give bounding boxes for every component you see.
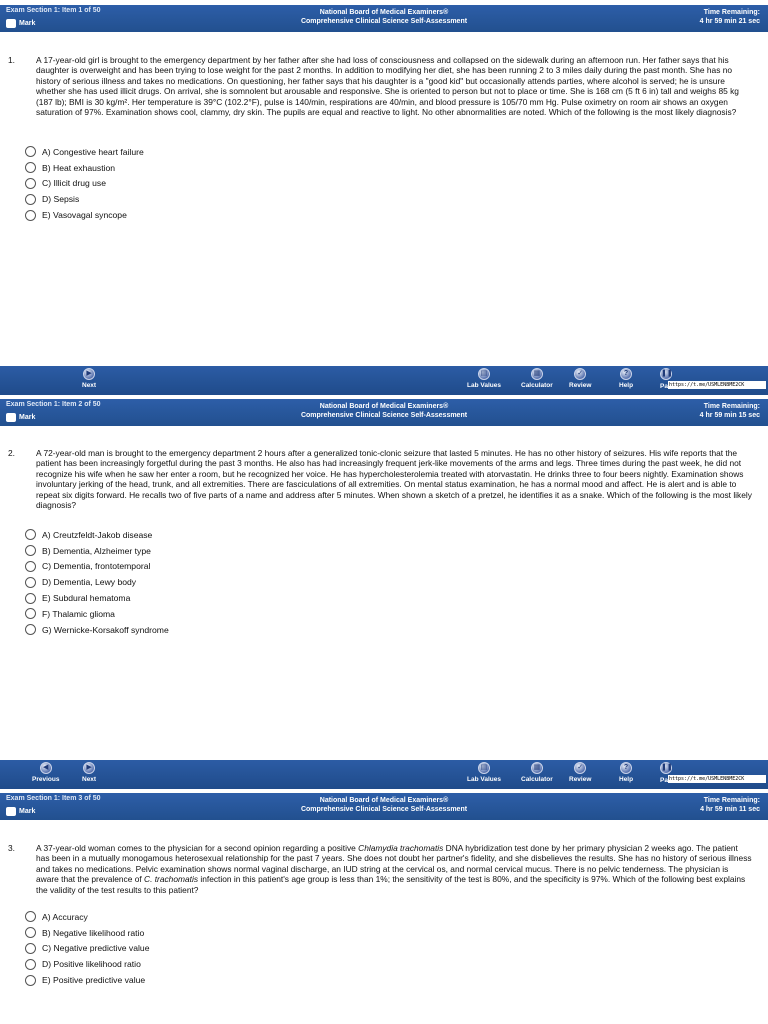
radio-button[interactable] [25,927,36,938]
option-label: B) Heat exhaustion [42,162,116,173]
calculator-icon[interactable]: ▦ [531,762,543,774]
exam-header-1 [0,5,768,32]
option-label: C) Dementia, frontotemporal [42,561,151,572]
question-stem-2 [8,448,752,511]
next-icon[interactable]: ▶ [83,762,95,774]
review-button[interactable]: ✓ Review [569,764,592,783]
mark-label: Mark [19,20,36,27]
exam-subtitle: Comprehensive Clinical Science Self-Assessment [300,806,468,813]
calculator-button[interactable]: ▦ Calculator [521,370,553,389]
option-label: E) Subdural hematoma [42,593,131,604]
answer-options-2 [25,527,169,638]
next-icon[interactable]: ▶ [83,368,95,380]
exam-subtitle: Comprehensive Clinical Science Self-Assessment [300,18,468,25]
radio-button[interactable] [25,593,36,604]
radio-button[interactable] [25,146,36,157]
option-label: A) Congestive heart failure [42,146,144,157]
lab-values-button[interactable]: ▤ Lab Values [467,370,501,389]
answer-option[interactable] [25,543,169,559]
organism-name: Chlamydia trachomatis [358,843,444,853]
radio-button[interactable] [25,959,36,970]
exam-title-block [0,796,768,814]
answer-option[interactable] [25,207,144,223]
lab-values-icon[interactable]: ▤ [478,762,490,774]
answer-option[interactable] [25,574,169,590]
radio-button[interactable] [25,943,36,954]
item-label: Exam Section 1: Item 1 of 50 [6,7,101,14]
answer-option[interactable] [25,925,149,941]
answer-option[interactable] [25,144,144,160]
question-stem-1 [8,55,752,118]
option-label: D) Positive likelihood ratio [42,959,141,970]
previous-button[interactable]: ◀ Previous [32,764,60,783]
mark-label: Mark [19,414,36,421]
help-button[interactable]: ? Help [619,764,634,783]
radio-button[interactable] [25,975,36,986]
exam-header-2 [0,399,768,426]
radio-button[interactable] [25,178,36,189]
question-number: 1. [8,55,15,65]
pause-label[interactable]: Pa [660,777,668,784]
answer-option[interactable] [25,956,149,972]
answer-options-1 [25,144,144,223]
radio-button[interactable] [25,529,36,540]
time-value: 4 hr 59 min 11 sec [700,806,760,813]
question-text-part: infection in this patient's age group is less than 1%; the sensitivity of the test is 80%, and the specificity is 97%. Which of the following best explains the validity of the test results to this patient? [36,874,746,895]
option-label: B) Dementia, Alzheimer type [42,545,151,556]
item-label: Exam Section 1: Item 3 of 50 [6,795,101,802]
next-button[interactable]: ▶ Next [82,370,97,389]
question-text: A 72-year-old man is brought to the emergency department 2 hours after a generalized tonic-clonic seizure that lasted 5 minutes. He has no other history of seizures. His wife reports that the patient has been increasingly forgetful during the past 3 months. He also has had increasingly frequent jerk-like movements of the arms and legs. Three times during the past week, he did not recognize his wife when he saw her enter a room, but he recognized her voice. He has hypercholesterolemia treated with atorvastatin. He drinks three to four beers nightly. Examination shows involuntary jerking of the head, trunk, and all extremities. There are fasciculations of all extremities. On mental status examination, he has a normal mood and affect. He is alert and is able to repeat six digits forward. He recalls two of five parts of a name and address after 5 minutes. When shown a sketch of a pretzel, he identifies it as a snake. Which of the following is the most likely diagnosis? [36,448,752,511]
question-number: 2. [8,448,15,458]
time-remaining [700,796,760,814]
option-label: D) Sepsis [42,194,80,205]
option-label: G) Wernicke-Korsakoff syndrome [42,624,169,635]
question-stem-3 [8,843,752,895]
option-label: A) Creutzfeldt-Jakob disease [42,529,153,540]
answer-option[interactable] [25,606,169,622]
question-number: 3. [8,843,15,853]
answer-option[interactable] [25,941,149,957]
question-text: A 17-year-old girl is brought to the emergency department by her father after she had loss of consciousness and collapsed on the sidewalk during an afternoon run. Her father says that his daughter is overweight and has been trying to lose weight for the past 2 months. In addition to modifying her diet, she has been running 2 to 3 miles daily during the past month. She has no history of serious illness and takes no medications. On questioning, her father says that his daughter is a "good kid" but occasionally attends parties, where alcohol is served; he is unsure whether she has used illicit drugs. On arrival, she is somnolent but arousable and responsive. She is oriented to person but not to place or time. She is 168 cm (5 ft 6 in) tall and weighs 85 kg (187 lb); BMI is 30 kg/m². Her temperature is 39°C (102.2°F), pulse is 140/min, respirations are 40/min, and blood pressure is 105/70 mm Hg. Pulse oximetry on room air shows an oxygen saturation of 97%. Examination shows cool, clammy, dry skin. The pupils are equal and reactive to light. No other abnormalities are noted. Which of the following is the most likely diagnosis? [36,55,739,118]
review-button[interactable]: ✓ Review [569,370,592,389]
help-icon[interactable]: ? [620,762,632,774]
calculator-icon[interactable]: ▦ [531,368,543,380]
option-label: F) Thalamic glioma [42,608,115,619]
question-text-part: DNA hybridization test done by her primary physician 2 weeks ago. The patient has been in a mutually monogamous heterosexual relationship for the past 7 years. She does not doubt her partner's fidelity, and she disbelieves the results. She has no history of serious illness and takes no medications. Pelvic examination shows normal vaginal discharge, an IUD string at the cervical os, and normal cervical mucus. There is no pelvic tenderness. The physician is aware that the prevalence of [36,843,752,885]
time-value: 4 hr 59 min 15 sec [699,412,760,419]
item-label: Exam Section 1: Item 2 of 50 [6,401,101,408]
next-button[interactable]: ▶ Next [82,764,97,783]
question-text-part: A 37-year-old woman comes to the physician for a second opinion regarding a positive [36,843,359,853]
url-watermark: https://t.me/USMLENBME2CK [668,775,766,783]
exam-title: National Board of Medical Examiners® [319,403,449,410]
option-label: E) Positive predictive value [42,975,146,986]
answer-option[interactable] [25,559,169,575]
answer-option[interactable] [25,160,144,176]
url-watermark: https://t.me/USMLENBME2CK [668,381,766,389]
radio-button[interactable] [25,577,36,588]
nav-bar-2 [0,760,768,789]
option-label: A) Accuracy [42,911,88,922]
pause-icon-wrap[interactable] [660,762,672,776]
help-icon[interactable]: ? [620,368,632,380]
pause-icon[interactable]: ❚❚ [660,762,672,774]
calculator-button[interactable]: ▦ Calculator [521,764,553,783]
lab-values-button[interactable]: ▤ Lab Values [467,764,501,783]
exam-header-3 [0,793,768,820]
previous-icon[interactable]: ◀ [40,762,52,774]
answer-option[interactable] [25,176,144,192]
radio-button[interactable] [25,561,36,572]
answer-option[interactable] [25,622,169,638]
lab-values-icon[interactable]: ▤ [478,368,490,380]
time-remaining [700,8,760,26]
option-label: C) Illicit drug use [42,178,106,189]
radio-button[interactable] [25,624,36,635]
checkmark-icon[interactable]: ✓ [574,762,586,774]
radio-button[interactable] [25,545,36,556]
radio-button[interactable] [25,210,36,221]
time-label: Time Remaining: [703,9,760,16]
checkmark-icon[interactable]: ✓ [574,368,586,380]
answer-option[interactable] [25,972,149,988]
exam-title-block [0,8,768,26]
option-label: E) Vasovagal syncope [42,210,127,221]
radio-button[interactable] [25,162,36,173]
option-label: B) Negative likelihood ratio [42,927,145,938]
answer-option[interactable] [25,191,144,207]
time-value: 4 hr 59 min 21 sec [699,18,760,25]
exam-title: National Board of Medical Examiners® [319,797,449,804]
option-label: C) Negative predictive value [42,943,150,954]
help-button[interactable]: ? Help [619,370,634,389]
pause-icon-wrap[interactable] [660,368,672,382]
radio-button[interactable] [25,911,36,922]
radio-button[interactable] [25,194,36,205]
time-remaining [700,402,760,420]
time-label: Time Remaining: [703,797,760,804]
option-label: D) Dementia, Lewy body [42,577,137,588]
answer-option[interactable] [25,527,169,543]
pause-icon[interactable]: ❚❚ [660,368,672,380]
organism-name: C. trachomatis [144,874,199,885]
exam-subtitle: Comprehensive Clinical Science Self-Assessment [300,412,468,419]
mark-label: Mark [19,808,36,815]
radio-button[interactable] [25,608,36,619]
exam-title: National Board of Medical Examiners® [319,9,449,16]
exam-title-block [0,402,768,420]
time-label: Time Remaining: [703,403,760,410]
answer-option[interactable] [25,590,169,606]
answer-option[interactable] [25,909,149,925]
pause-label[interactable]: Pa [660,383,668,390]
answer-options-3 [25,909,149,988]
nav-bar-1 [0,366,768,395]
